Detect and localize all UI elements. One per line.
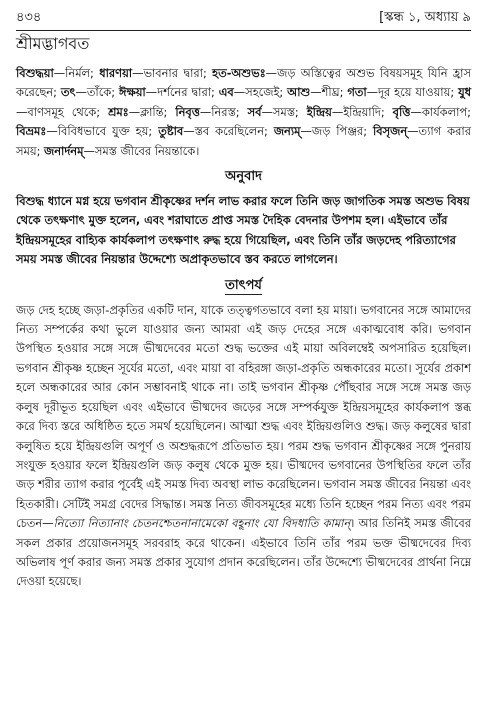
synonym-meaning: সমস্ত bbox=[272, 104, 295, 119]
synonym-word: বৃত্তি bbox=[392, 104, 411, 119]
purport-text bbox=[16, 301, 471, 592]
synonym-meaning: নির্মল bbox=[65, 66, 91, 80]
purport-heading bbox=[16, 276, 471, 297]
canto-chapter-label: [স্কন্ধ ১, অধ্যায় ৯ bbox=[379, 10, 471, 25]
synonym-meaning: ক্লান্তি bbox=[140, 104, 164, 119]
synonym-meaning: বিবিধভাবে যুক্ত হয় bbox=[57, 124, 149, 139]
synonym-word: নিবৃত্ত bbox=[175, 104, 200, 119]
synonym-word: ঈক্ষয়া bbox=[119, 85, 146, 100]
synonym-word: সর্ব bbox=[247, 104, 262, 119]
synonym-word: গতা bbox=[347, 85, 367, 100]
synonym-meaning: বাণসমূহ থেকে bbox=[27, 104, 97, 119]
synonym-word: বিশুদ্ধয়া bbox=[16, 66, 54, 80]
synonym-word: শ্রমঃ bbox=[108, 104, 129, 119]
synonym-meaning: সহজেই bbox=[245, 85, 280, 100]
synonym-meaning: জড় পিঞ্জর bbox=[311, 124, 364, 139]
translation-text: বিশুদ্ধ ধ্যানে মগ্ন হয়ে ভগবান শ্রীকৃষ্ণের দর্শন লাভ করার ফলে তিনি জড় জাগতিক সমস্ত অশুভ বিষয় থেকে তৎক্ষণাৎ মুক্ত হলেন, এবং শরাঘাতে প্রাপ্ত সমস্ত দৈহিক বেদনার উপশম হল। এইভাবে তাঁর ইন্দ্রিয়সমূহের বাহ্যিক কার্যকলাপ তৎক্ষণাৎ রুদ্ধ হয়ে গিয়েছিল, এবং তিনি তাঁর জড়দেহ পরিত্যাগের সময় সমস্ত জীবের নিয়ন্তার উদ্দেশ্যে অপ্রাকৃতভাবে স্তব করতে লাগলেন। bbox=[16, 194, 470, 267]
synonym-meaning: জড় অস্তিত্বের অশুভ বিষয়সমূহ যিনি হ্রাস করেছেন bbox=[16, 66, 471, 100]
purport-before-quote: জড় দেহ হচ্ছে জড়া-প্রকৃতির একটি দান, যাকে তত্ত্বগতভাবে বলা হয় মায়া। ভগবানের সঙ্গে আমাদের নিত্য সম্পর্কের কথা ভুলে যাওয়ার জন্য আমরা এই জড় দেহের সঙ্গে একাত্মবোধ করি। ভগবান উপস্থিত হওয়ার সঙ্গে সঙ্গে ভীষ্মদেবের মতো শুদ্ধ ভক্তের এই মায়া অবিলম্বেই অপসারিত হয়েছিল। ভগবান শ্রীকৃষ্ণ হচ্ছেন সূর্যের মতো, এবং মায়া বা বহিরঙ্গা জড়া-প্রকৃতি অন্ধকারের মতো। সূর্যের প্রকাশ হলে অন্ধকারের আর কোন সম্ভাবনাই থাকে না। তাই ভগবান শ্রীকৃষ্ণ পৌঁছবার সঙ্গে সঙ্গে সমস্ত জড় কলুষ দূরীভূত হয়েছিল এবং এইভাবে ভীষ্মদেব জড়ের সঙ্গে সম্পর্কযুক্ত ইন্দ্রিয়সমূহের কার্যকলাপ স্তব্ধ করে দিব্য স্তরে অধিষ্ঠিত হতে সমর্থ হয়েছিলেন। আত্মা শুদ্ধ এবং ইন্দ্রিয়গুলিও শুদ্ধ। জড় কলুষের দ্বারা কলুষিত হয়ে ইন্দ্রিয়গুলি অপূর্ণ ও অশুদ্ধরূপে প্রতিভাত হয়। পরম শুদ্ধ ভগবান শ্রীকৃষ্ণের সঙ্গে পুনরায় সংযুক্ত হওয়ার ফলে ইন্দ্রিয়গুলি জড় কলুষ থেকে মুক্ত হয়। ভীষ্মদেব ভগবানের উপস্থিতির ফলে তাঁর জড় শরীর ত্যাগ করার পূর্বেই এই সমস্ত দিব্য অবস্থা লাভ করেছিলেন। ভগবান সমস্ত জীবের নিয়ন্তা এবং হিতকারী। সেটিই সমগ্র বেদের সিদ্ধান্ত। সমস্ত নিত্য জীবসমূহের মধ্যে তিনি হচ্ছেন পরম নিত্য এবং পরম চেতন— bbox=[16, 302, 471, 531]
synonym-word: জনার্দনম্ bbox=[44, 143, 84, 158]
synonym-meaning: ভাবনার দ্বারা bbox=[143, 66, 203, 80]
page-header bbox=[16, 8, 471, 31]
synonym-word: এব bbox=[218, 85, 234, 100]
synonym-meaning: ইন্দ্রিয়াদি bbox=[343, 104, 381, 119]
purport-after-quote: । আর তিনিই সমস্ত জীবের সকল প্রকার প্রয়োজনসমূহ সরবরাহ করে থাকেন। এইভাবে তিনি তাঁর পরম ভক্ত ভীষ্মদেবের দিব্য অভিলাষ পূর্ণ করার জন্য সমস্ত প্রকার সুযোগ প্রদান করেছিলেন। তাঁর উদ্দেশ্যে ভীষ্মদেবের প্রার্থনা নিম্নে দেওয়া হয়েছে। bbox=[16, 516, 471, 589]
synonym-word: আশু bbox=[287, 85, 311, 100]
synonym-word: তৎ bbox=[60, 85, 76, 100]
synonyms-paragraph: বিশুদ্ধয়া—নির্মল; ধারণয়া—ভাবনার দ্বারা; হত-অশুভঃ—জড় অস্তিত্বের অশুভ বিষয়সমূহ যিনি হ্রাস করেছেন; তৎ—তাঁকে; ঈক্ষয়া—দর্শনের দ্বারা; এব—সহজেই; আশু—শীঘ্র; গতা—দূর হয়ে যাওয়ায়; যুধ—বাণসমূহ থেকে; শ্রমঃ—ক্লান্তি; নিবৃত্ত—নিরস্ত; সর্ব—সমস্ত; ইন্দ্রিয়—ইন্দ্রিয়াদি; বৃত্তি—কার্যকলাপ; বিভ্রমঃ—বিবিধভাবে যুক্ত হয়; তুষ্টাব—স্তব করেছিলেন; জন্যম্—জড় পিঞ্জর; বিসৃজন্—ত্যাগ করার সময়; জনার্দনম্—সমস্ত জীবের নিয়ন্তাকে। bbox=[16, 66, 472, 158]
vedic-quote: নিত্যো নিত্যানাং চেতনশ্চেতনানামেকো বহূনাং যো বিদধাতি কামান্ bbox=[53, 516, 351, 531]
synonym-meaning: নিরস্ত bbox=[211, 104, 236, 119]
translation-heading: অনুবাদ bbox=[225, 169, 262, 185]
synonym-meaning: ত্যাগ করার সময় bbox=[16, 124, 471, 158]
synonym-meaning: শীঘ্র bbox=[321, 85, 340, 100]
synonym-word: হত-অশুভঃ bbox=[212, 66, 266, 80]
synonym-word: বিসৃজন্ bbox=[373, 124, 408, 139]
synonym-meaning: দর্শনের দ্বারা bbox=[157, 85, 212, 100]
synonym-word: জন্যম্ bbox=[273, 124, 301, 139]
synonym-meaning: তাঁকে bbox=[86, 85, 112, 100]
synonym-word: তুষ্টাব bbox=[158, 124, 184, 139]
page-number: ৪৩৪ bbox=[16, 10, 42, 25]
synonym-meaning: স্তব করেছিলেন bbox=[194, 124, 265, 139]
synonym-meaning: সমস্ত জীবের নিয়ন্তাকে। bbox=[94, 143, 200, 158]
synonym-word: বিভ্রমঃ bbox=[16, 124, 47, 139]
synonym-meaning: দূর হয়ে যাওয়ায় bbox=[378, 85, 451, 100]
synonym-word: ইন্দ্রিয় bbox=[306, 104, 332, 119]
synonym-word: ধারণয়া bbox=[99, 66, 133, 80]
synonym-word: যুধ bbox=[458, 85, 472, 100]
book-title: শ্রীমদ্ভাগবত bbox=[16, 34, 90, 53]
synonym-meaning: কার্যকলাপ bbox=[421, 104, 468, 119]
purport-heading-label: তাৎপর্য bbox=[225, 277, 262, 293]
